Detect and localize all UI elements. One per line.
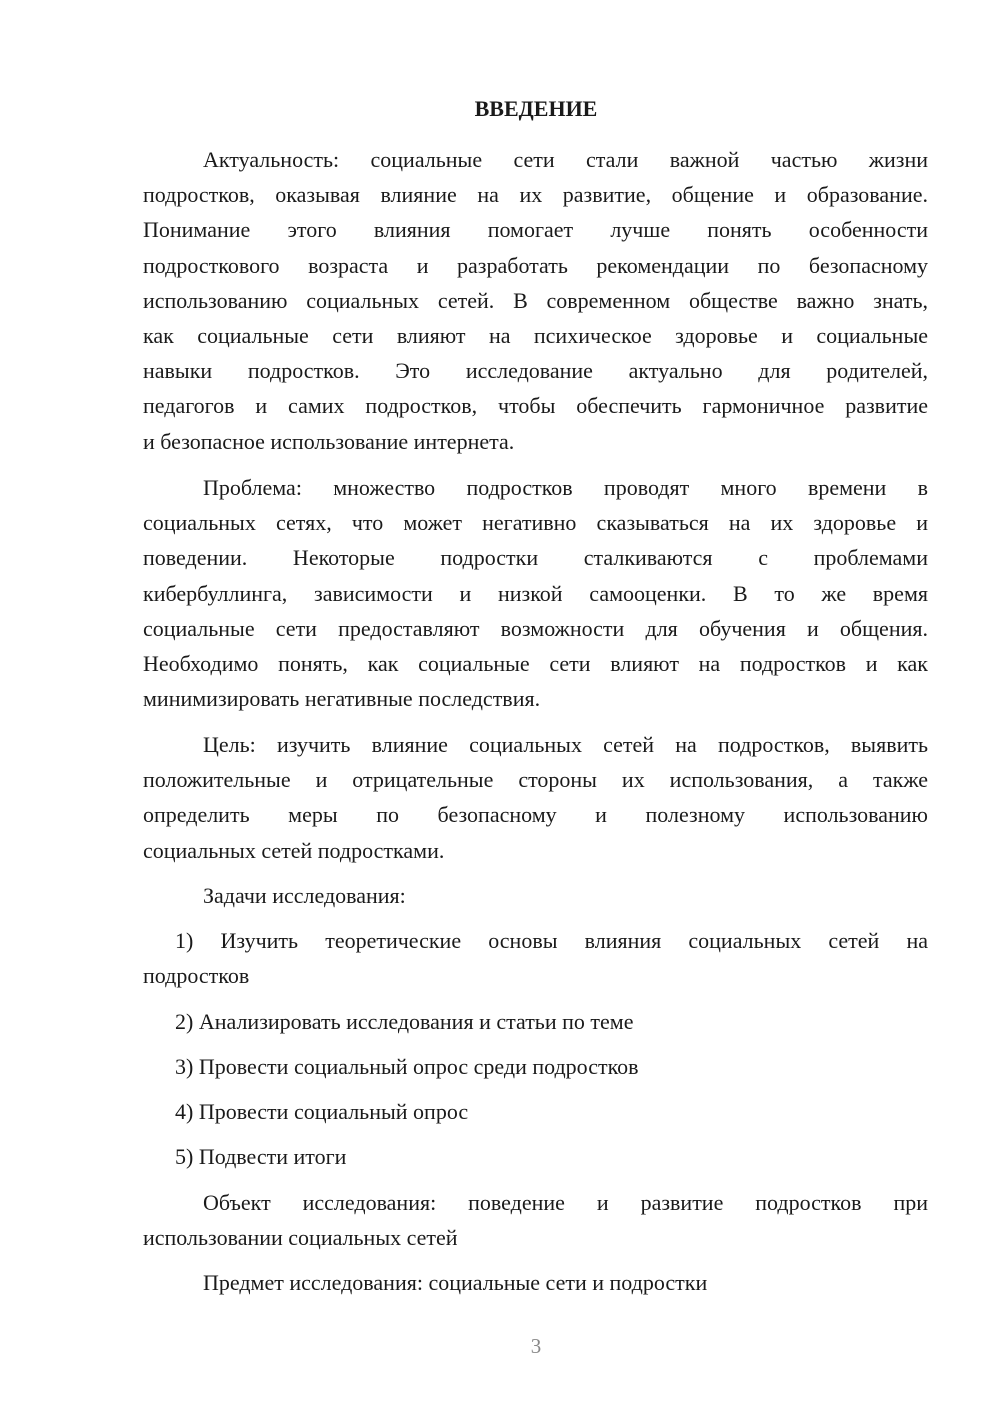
text-line: 3) Провести социальный опрос среди подростков — [175, 1054, 639, 1079]
text-line: Проблема: множество подростков проводят много времени в — [203, 475, 928, 500]
text-line: Актуальность: социальные сети стали важной частью жизни — [203, 147, 928, 172]
text-line: и безопасное использование интернета. — [143, 428, 515, 454]
text-line: Необходимо понять, как социальные сети влияют на подростков и как — [143, 650, 928, 676]
text-line: подростков, оказывая влияние на их развитие, общение и образование. — [143, 182, 928, 208]
text-line: Предмет исследования: социальные сети и подростки — [203, 1270, 708, 1295]
task-item-5 — [143, 1139, 928, 1174]
text-line: поведении. Некоторые подростки сталкиваются с проблемами — [143, 545, 928, 571]
text-line: использовании социальных сетей — [143, 1225, 458, 1251]
text-line: социальных сетей подростками. — [143, 837, 445, 863]
text-line: минимизировать негативные последствия. — [143, 686, 541, 712]
text-line: подросткового возраста и разработать рекомендации по безопасному — [143, 252, 928, 278]
text-line: Задачи исследования: — [203, 883, 406, 908]
text-line: кибербуллинга, зависимости и низкой самооценки. В то же время — [143, 580, 928, 606]
task-item-2 — [143, 1004, 928, 1039]
text-line: Понимание этого влияния помогает лучше понять особенности — [143, 217, 928, 243]
text-line: положительные и отрицательные стороны их использования, а также — [143, 767, 928, 793]
text-line: педагогов и самих подростков, чтобы обеспечить гармоничное развитие — [143, 393, 928, 419]
paragraph-problem — [143, 470, 928, 716]
paragraph-relevance — [143, 142, 928, 459]
text-line: 4) Провести социальный опрос — [175, 1099, 469, 1124]
text-line: 1) Изучить теоретические основы влияния социальных сетей на — [175, 928, 928, 953]
task-item-1 — [143, 923, 928, 993]
text-line: 5) Подвести итоги — [175, 1144, 347, 1169]
paragraph-object — [143, 1185, 928, 1255]
text-line: Цель: изучить влияние социальных сетей на подростков, выявить — [203, 732, 928, 757]
text-line: социальные сети предоставляют возможности для обучения и общения. — [143, 615, 928, 641]
task-item-3 — [143, 1049, 928, 1084]
text-line: навыки подростков. Это исследование актуально для родителей, — [143, 358, 928, 384]
text-line: 2) Анализировать исследования и статьи по теме — [175, 1009, 634, 1034]
text-line: Объект исследования: поведение и развитие подростков при — [203, 1190, 928, 1215]
text-line: социальных сетях, что может негативно сказываться на их здоровье и — [143, 510, 928, 536]
page-title: ВВЕДЕНИЕ — [474, 96, 598, 121]
text-line: определить меры по безопасному и полезному использованию — [143, 802, 928, 828]
page-number: 3 — [530, 1334, 542, 1358]
text-line: как социальные сети влияют на психическое здоровье и социальные — [143, 322, 928, 348]
text-line: подростков — [143, 963, 250, 989]
text-line: использованию социальных сетей. В современном обществе важно знать, — [143, 287, 928, 313]
paragraph-subject — [143, 1265, 928, 1300]
paragraph-goal — [143, 727, 928, 868]
task-item-4 — [143, 1094, 928, 1129]
tasks-heading — [143, 878, 928, 913]
